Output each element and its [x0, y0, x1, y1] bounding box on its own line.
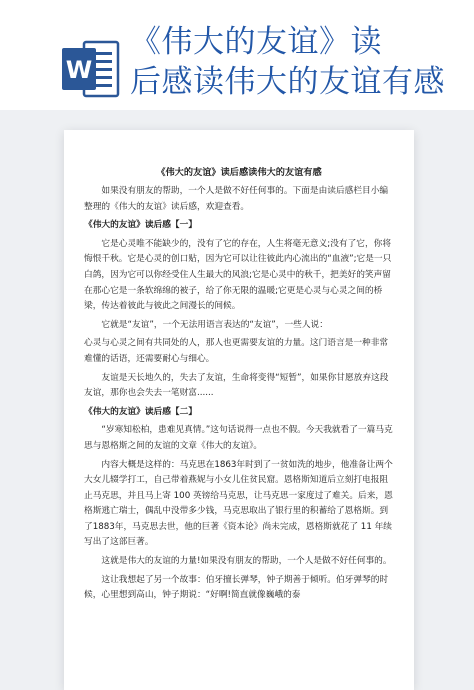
paragraph: 这让我想起了另一个故事：伯牙擅长弹琴，钟子期善于倾听。伯牙弹琴的时候，心里想到高山，钟子期说：“好啊!简直就像巍峨的泰	[84, 574, 389, 601]
section-heading-1: 《伟大的友谊》读后感【一】	[84, 220, 197, 231]
document-page	[64, 130, 414, 690]
paragraph: 它就是“友谊”，一个无法用语言表达的“友谊”，一些人说：	[101, 319, 328, 330]
paragraph: 这就是伟大的友谊的力量!如果没有朋友的帮助，一个人是做不好任何事的。	[101, 556, 392, 567]
page-fade	[64, 660, 414, 690]
title-line-1: 《伟大的友谊》读	[130, 24, 382, 60]
paragraph: “岁寒知松柏，患难见真情。”这句话说得一点也不假。今天我就看了一篇马克思与恩格斯之间的友谊的文章《伟大的友谊》。	[84, 425, 393, 451]
paragraph: 它是心灵唯不能缺少的，没有了它的存在，人生将毫无意义;没有了它，你将悔恨千秋。它是心灵的创口贴，因为它可以让往彼此内心流出的“血液”;它是一只白鸽，因为它可以你经受住人生最大的风浪;它是心灵中的秋千，把美好的笑声留在那心它是一条软绵绵的被子，给了你无限的温暖;它更是心灵与心灵之间的桥梁，传达着彼此与彼此之间漫长的间候。	[84, 238, 392, 312]
title-line-2: 后感读伟大的友谊有感	[130, 64, 445, 100]
paragraph: 友谊是天长地久的，失去了友谊，生命将变得“短暂”，如果你甘愿放弃这段友谊，那你也会失去一笔财富......	[84, 372, 389, 399]
paragraph: 内容大概是这样的：马克思在1863年时到了一贫如洗的地步，他准备让两个大女儿辍学打工，自己带着燕妮与小女儿住贫民窟。恩格斯知道后立刻打电报阻止马克思，并且马上寄 100 英镑给马克思，让马克思一家度过了难关。后来，恩格斯逃亡瑞士，偶乱中没带多少钱，马克思取出了银行里的积蓄给了恩格斯。到了1883年，马克思去世，他的巨著《资本论》尚未完成，恩格斯就花了 11 年续写出了这部巨著。	[84, 459, 393, 548]
section-heading-2: 《伟大的友谊》读后感【二】	[84, 406, 197, 417]
paragraph: 心灵与心灵之间有共同处的人，那人也更需要友谊的力量。这门语言是一种非常难懂的话语，还需要耐心与细心。	[84, 338, 389, 364]
banner	[0, 0, 474, 110]
document-body	[84, 166, 394, 607]
document-heading: 《伟大的友谊》读后感读伟大的友谊有感	[156, 167, 322, 178]
logo-letter: W	[65, 56, 93, 84]
paragraph-intro: 如果没有朋友的帮助，一个人是做不好任何事的。下面是由读后感栏目小编整理的《伟大的友谊》读后感，欢迎查看。	[84, 186, 389, 212]
word-document-icon	[60, 38, 122, 100]
page-title	[130, 22, 470, 102]
